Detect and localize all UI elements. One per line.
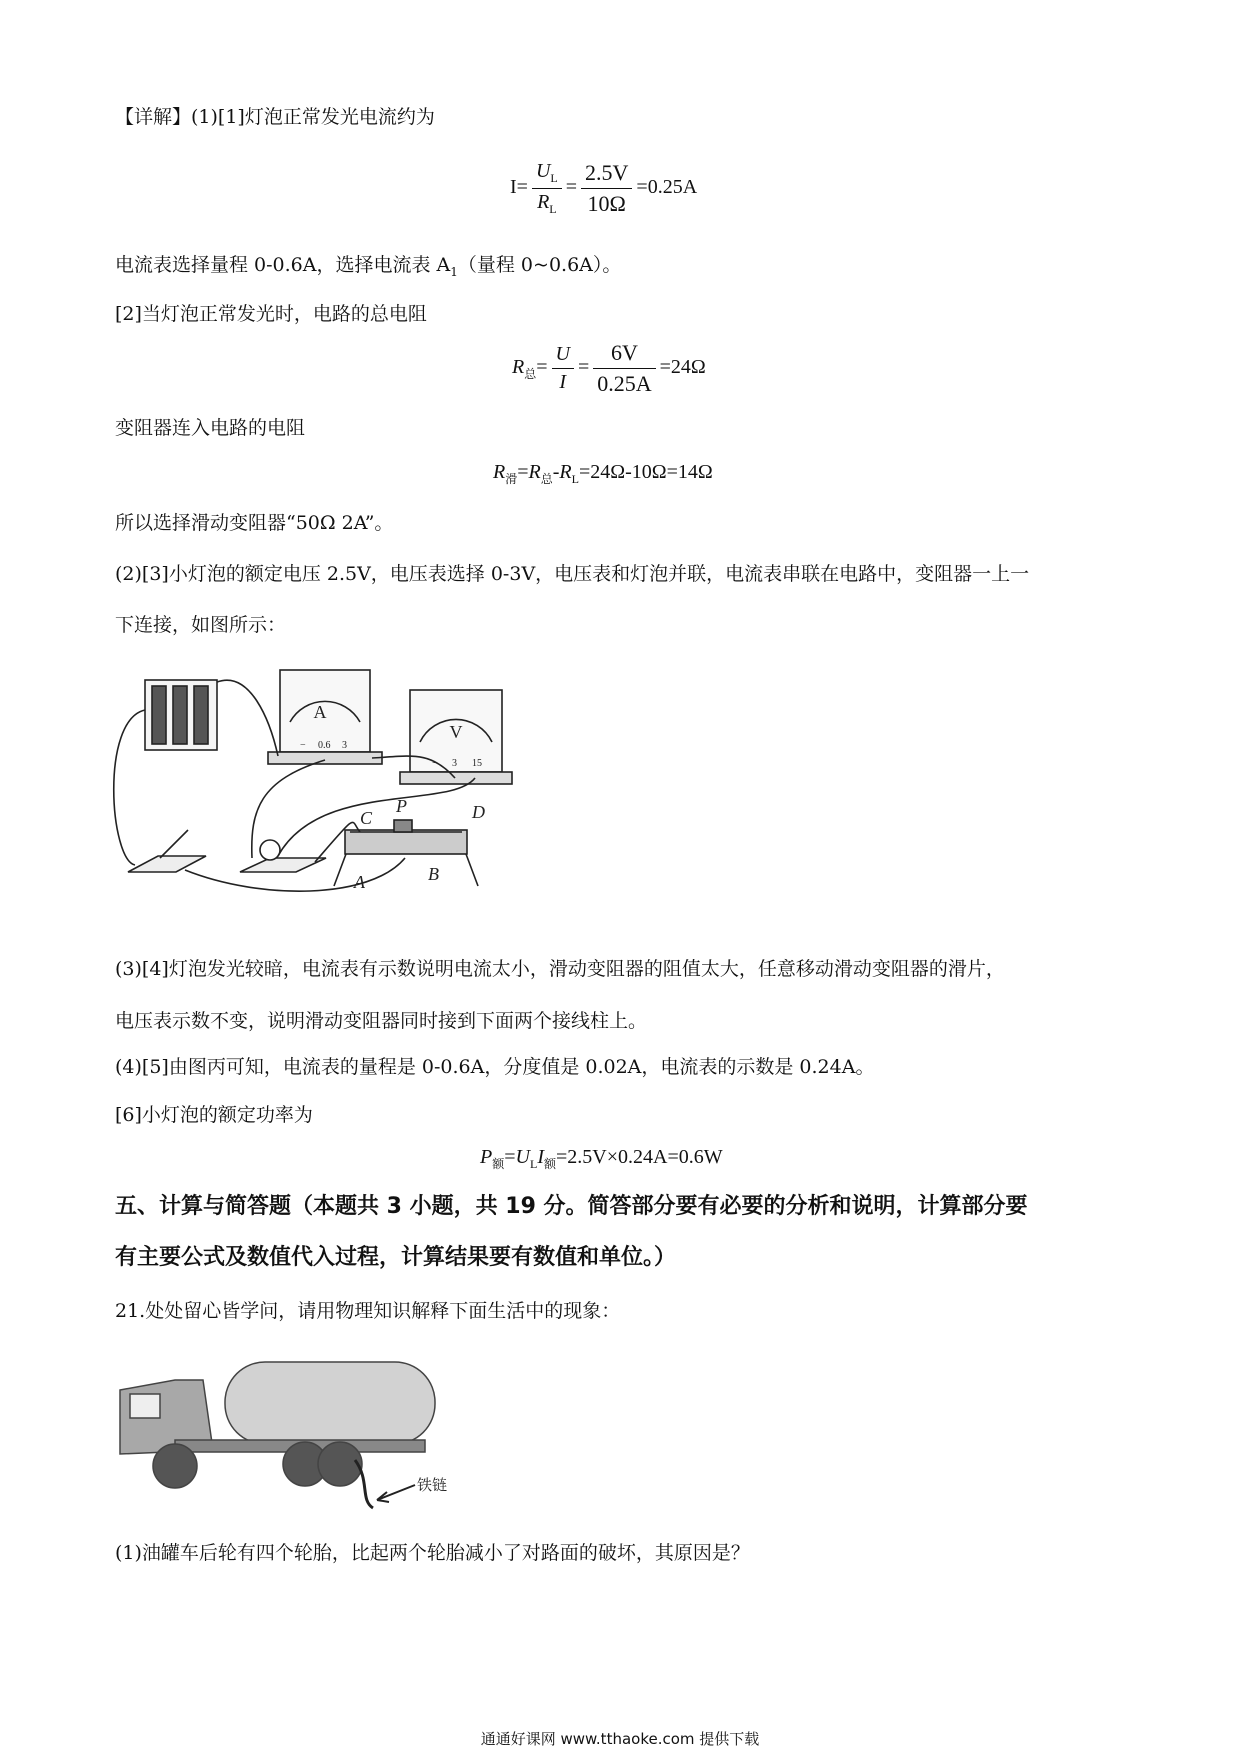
paragraph-analysis-1: (3)[4]灯泡发光较暗，电流表有示数说明电流太小，滑动变阻器的阻值太大，任意移动滑动变阻器的滑片， <box>115 958 1005 980</box>
formula-rheostat: $R_滑=R_总-R_L=24\Omega-10\Omega=14\Omega$ <box>493 461 713 486</box>
label-c: C <box>360 808 373 828</box>
question-21-1: (1)油罐车后轮有四个轮胎，比起两个轮胎减小了对路面的破坏，其原因是？ <box>115 1542 750 1564</box>
section-heading-line-2: 有主要公式及数值代入过程，计算结果要有数值和单位。） <box>115 1245 677 1270</box>
formula-power: $P_额=U_LI_额=2.5V\times 0.24A=0.6W$ <box>480 1146 723 1171</box>
label-p: P <box>396 796 407 816</box>
circuit-diagram <box>110 660 550 900</box>
svg-text:3: 3 <box>452 758 457 769</box>
svg-text:−: − <box>300 740 306 751</box>
formula-total-resistance: $R_总=$ $\frac{U}{I}$ = $\frac{6V}{0.25A}$ =24Ω <box>512 340 706 396</box>
label-a: A <box>354 872 365 892</box>
section-heading-line-1: 五、计算与简答题（本题共 3 小题，共 19 分。简答部分要有必要的分析和说明，计算部分要 <box>115 1194 1028 1219</box>
svg-text:15: 15 <box>472 758 482 769</box>
label-b: B <box>428 864 439 884</box>
svg-text:−: − <box>432 758 438 769</box>
svg-text:3: 3 <box>342 740 347 751</box>
paragraph-choose-rheostat: 所以选择滑动变阻器“50Ω 2A”。 <box>115 512 394 534</box>
paragraph-ammeter-reading: (4)[5]由图丙可知，电流表的量程是 0-0.6A，分度值是 0.02A，电流表的示数是 0.24A。 <box>115 1056 875 1078</box>
paragraph-ammeter-choice: 电流表选择量程 0-0.6A，选择电流表 $A_1$（量程 0~0.6A）。 <box>115 254 622 279</box>
paragraph-total-resistance: [2]当灯泡正常发光时，电路的总电阻 <box>115 303 427 325</box>
ammeter-letter: A <box>313 702 327 722</box>
voltmeter-letter: V <box>449 722 463 742</box>
paragraph-connection-2: 下连接，如图所示： <box>115 614 287 636</box>
label-d: D <box>472 802 485 822</box>
tanker-truck-image <box>115 1350 455 1510</box>
paragraph-detail: 【详解】(1)[1]灯泡正常发光电流约为 <box>115 106 435 128</box>
paragraph-connection-1: (2)[3]小灯泡的额定电压 2.5V，电压表选择 0-3V，电压表和灯泡并联，电流表串联在电路中，变阻器一上一 <box>115 563 1030 585</box>
svg-text:0.6: 0.6 <box>318 740 331 751</box>
paragraph-rheostat-resistance: 变阻器连入电路的电阻 <box>115 417 306 439</box>
footer-source: 通通好课网 www.tthaoke.com 提供下载 <box>480 1730 760 1748</box>
paragraph-analysis-2: 电压表示数不变，说明滑动变阻器同时接到下面两个接线柱上。 <box>115 1010 648 1032</box>
iron-chain-label: 铁链 <box>417 1476 448 1494</box>
question-21: 21.处处留心皆学问，请用物理知识解释下面生活中的现象： <box>115 1300 621 1322</box>
paragraph-rated-power: [6]小灯泡的额定功率为 <box>115 1104 313 1126</box>
formula-current: I= $\frac{U_L}{R_L}$ = $\frac{2.5V}{10\Omega}$ =0.25A <box>510 160 698 216</box>
